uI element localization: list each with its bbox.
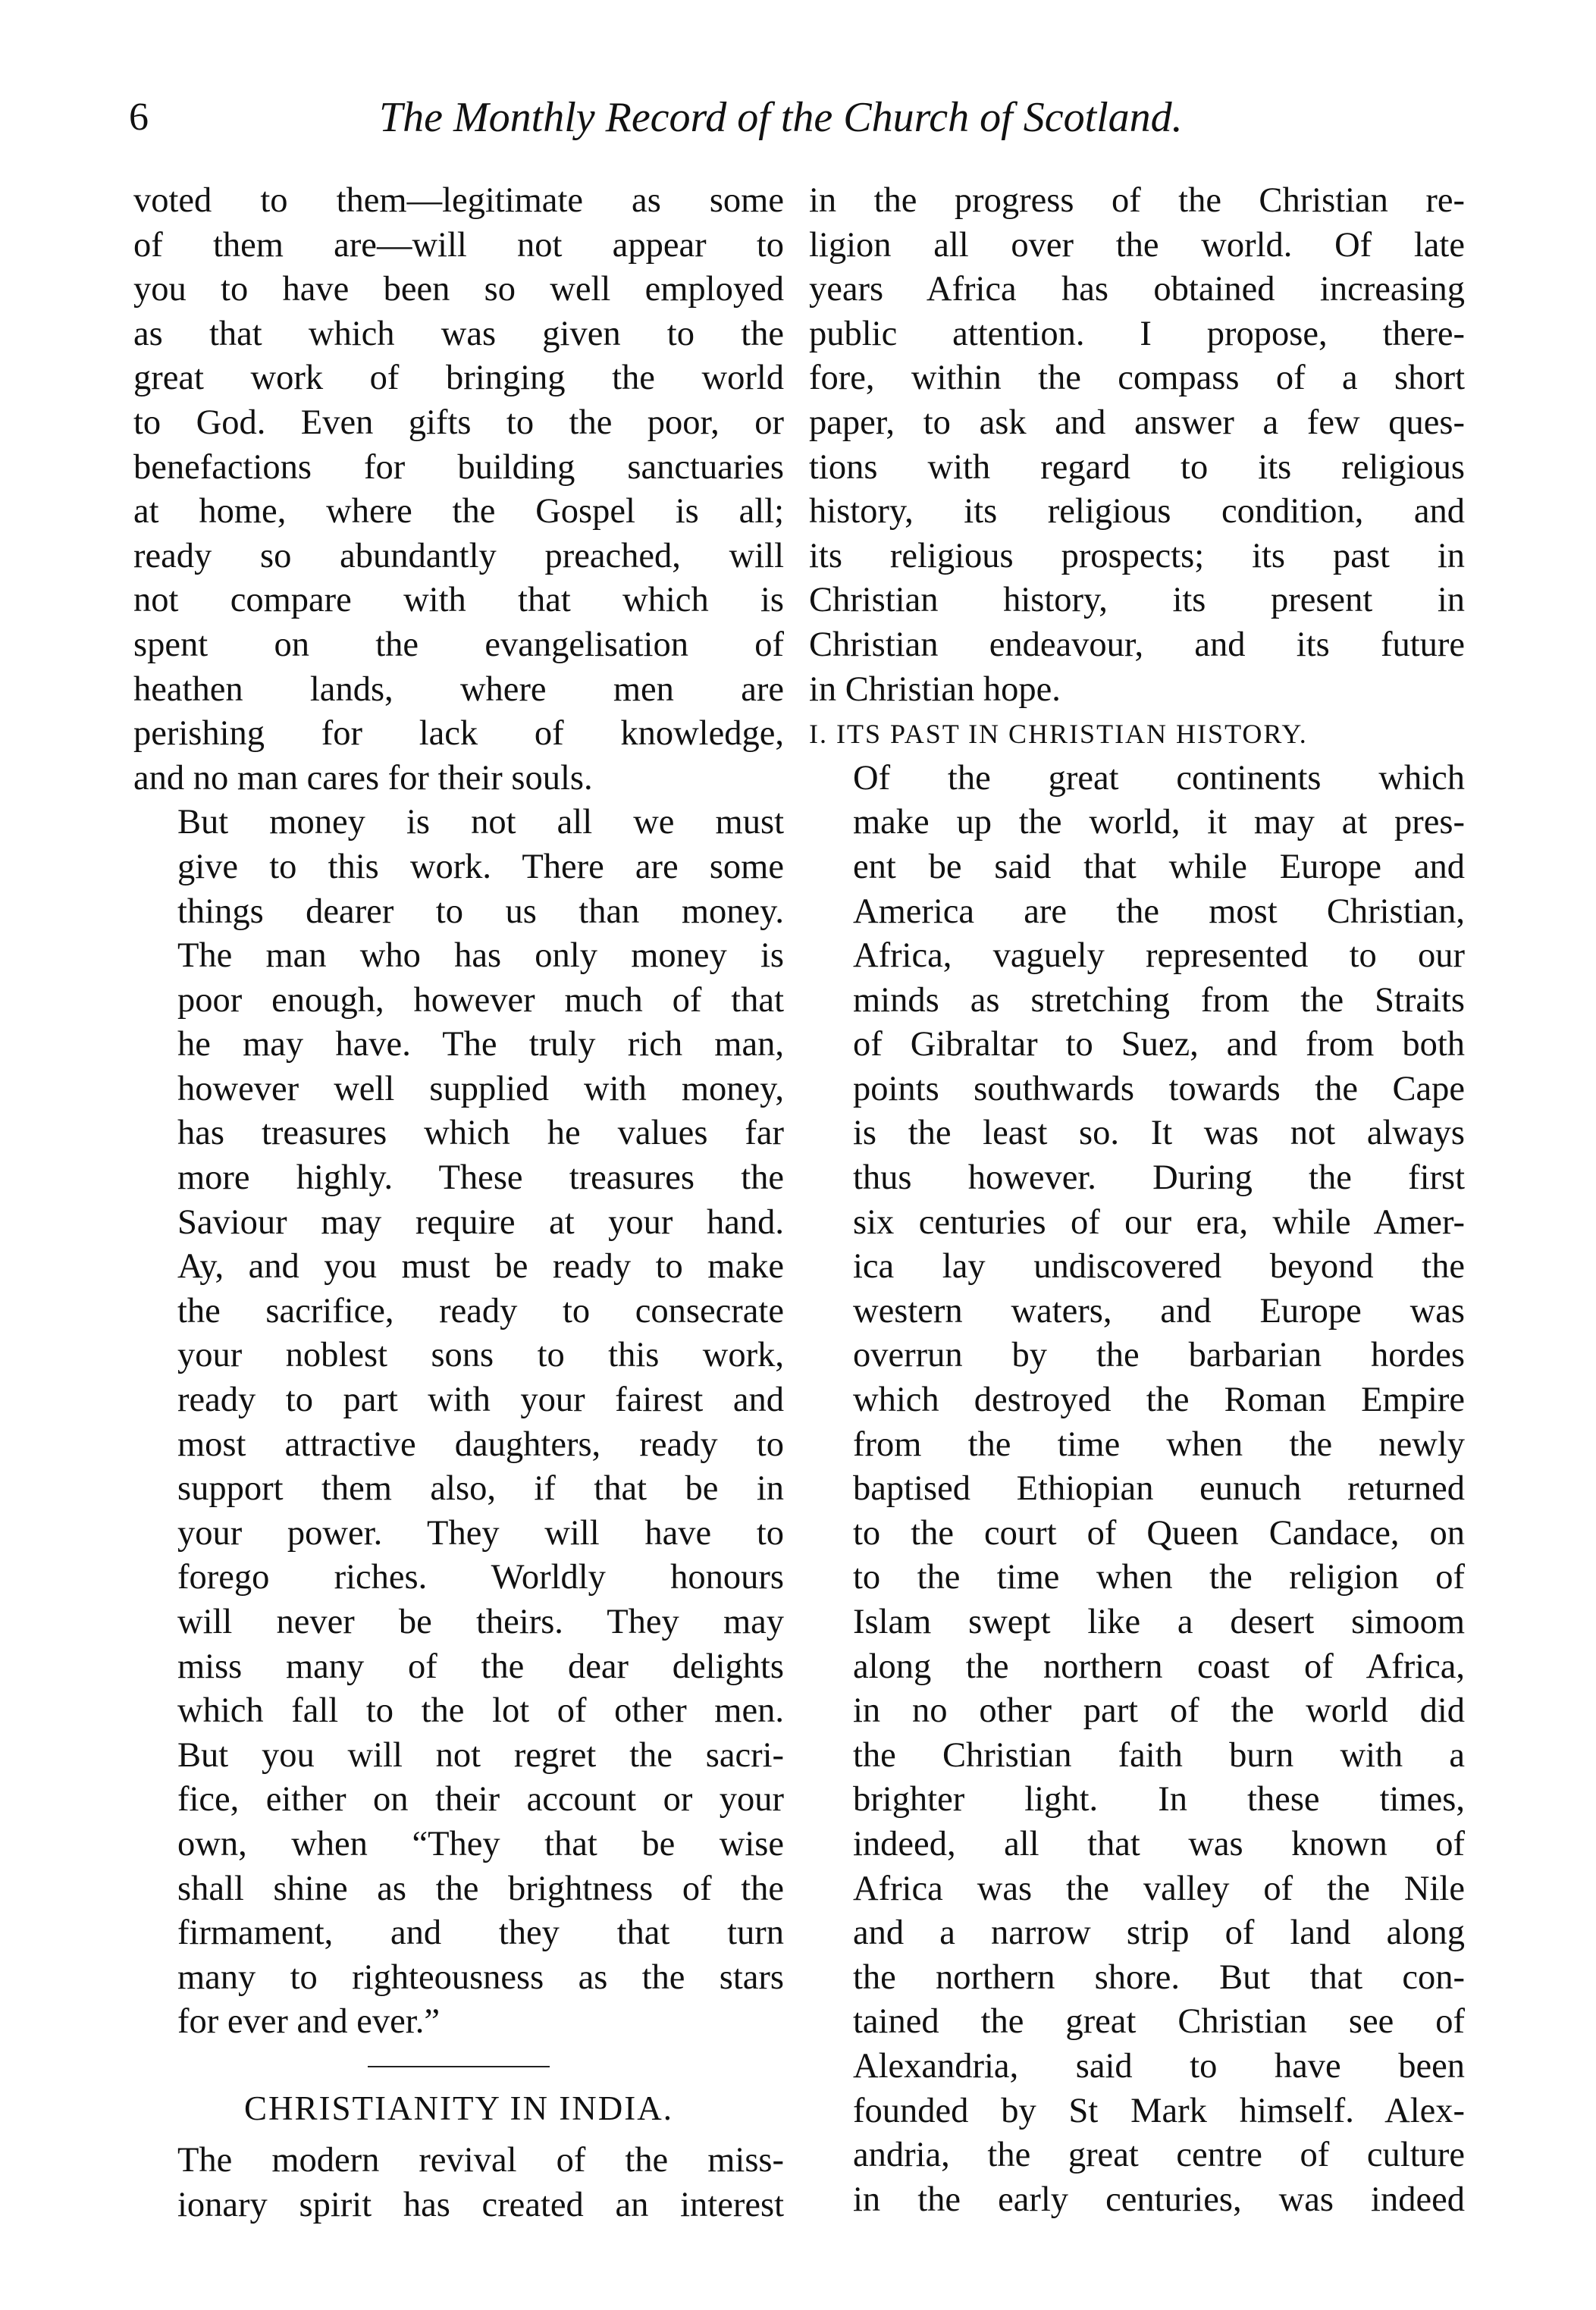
text-line: own, when “They that be wise: [177, 1824, 784, 1863]
text-line: paper, to ask and answer a few ques-: [809, 403, 1465, 442]
text-line: But you will not regret the sacri-: [177, 1735, 784, 1775]
text-line: give to this work. There are some: [177, 847, 784, 886]
text-line: ready so abundantly preached, will: [133, 536, 784, 575]
text-line: America are the most Christian,: [853, 892, 1465, 931]
section-divider: [368, 2066, 550, 2067]
text-line: Alexandria, said to have been: [853, 2046, 1465, 2086]
text-line: ica lay undiscovered beyond the: [853, 1247, 1465, 1287]
text-line: the northern shore. But that con-: [853, 1957, 1465, 1997]
page-number: 6: [129, 96, 149, 139]
text-line: in Christian hope.: [809, 669, 1061, 709]
text-line: fice, either on their account or your: [177, 1780, 784, 1819]
text-line: overrun by the barbarian hordes: [853, 1336, 1465, 1375]
text-line: is the least so. It was not always: [853, 1114, 1465, 1153]
text-line: support them also, if that be in: [177, 1469, 784, 1509]
text-line: to the court of Queen Candace, on: [853, 1513, 1465, 1553]
text-line: tions with regard to its religious: [809, 447, 1465, 487]
section-title: CHRISTIANITY IN INDIA.: [243, 2089, 673, 2127]
text-line: Africa was the valley of the Nile: [853, 1869, 1465, 1908]
text-line: benefactions for building sanctuaries: [133, 447, 784, 487]
text-line: minds as stretching from the Straits: [853, 980, 1465, 1020]
text-line: six centuries of our era, while Amer-: [853, 1202, 1465, 1242]
text-line: But money is not all we must: [177, 803, 784, 842]
text-line: ligion all over the world. Of late: [809, 225, 1465, 265]
text-line: Islam swept like a desert simoom: [853, 1603, 1465, 1641]
text-line: you to have been so well employed: [133, 270, 784, 309]
text-line: and a narrow strip of land along: [853, 1914, 1465, 1953]
text-line: along the northern coast of Africa,: [853, 1647, 1465, 1686]
text-line: tained the great Christian see of: [853, 2002, 1465, 2042]
paragraph: [133, 2139, 784, 2227]
text-line: he may have. The truly rich man,: [177, 1025, 784, 1064]
text-line: Saviour may require at your hand.: [177, 1202, 784, 1242]
text-line: perishing for lack of knowledge,: [133, 714, 784, 754]
text-line: fore, within the compass of a short: [809, 359, 1465, 398]
right-column: [809, 179, 1465, 2222]
text-line: The modern revival of the miss-: [177, 2140, 784, 2180]
section-subheading: I. ITS PAST IN CHRISTIAN HISTORY.: [809, 719, 1308, 750]
text-line: history, its religious condition, and: [809, 492, 1465, 531]
text-line: at home, where the Gospel is all;: [133, 492, 784, 531]
page-header: [129, 91, 1342, 152]
text-line: points southwards towards the Cape: [853, 1069, 1465, 1108]
text-line: which destroyed the Roman Empire: [853, 1381, 1465, 1420]
paragraph: [809, 757, 1465, 2223]
text-line: which fall to the lot of other men.: [177, 1691, 784, 1731]
text-line: poor enough, however much of that: [177, 980, 784, 1020]
text-line: heathen lands, where men are: [133, 669, 784, 709]
text-line: to the time when the religion of: [853, 1558, 1465, 1597]
text-line: in the progress of the Christian re-: [809, 181, 1465, 220]
text-line: of them are—will not appear to: [133, 225, 784, 265]
text-line: andria, the great centre of culture: [853, 2136, 1465, 2175]
text-line: baptised Ethiopian eunuch returned: [853, 1469, 1465, 1509]
text-line: miss many of the dear delights: [177, 1647, 784, 1686]
text-line: forego riches. Worldly honours: [177, 1558, 784, 1597]
text-line: make up the world, it may at pres-: [853, 803, 1465, 842]
text-line: in the early centuries, was indeed: [853, 2180, 1465, 2219]
text-line: Of the great continents which: [853, 758, 1465, 798]
text-line: ent be said that while Europe and: [853, 847, 1465, 886]
text-line: most attractive daughters, ready to: [177, 1425, 784, 1464]
text-line: however well supplied with money,: [177, 1069, 784, 1108]
text-line: the Christian faith burn with a: [853, 1735, 1465, 1775]
paragraph: [133, 179, 784, 801]
text-line: things dearer to us than money.: [177, 892, 784, 931]
text-line: indeed, all that was known of: [853, 1824, 1465, 1863]
text-line: of Gibraltar to Suez, and from both: [853, 1025, 1465, 1064]
text-line: will never be theirs. They may: [177, 1603, 784, 1641]
text-line: from the time when the newly: [853, 1425, 1465, 1464]
text-line: as that which was given to the: [133, 314, 784, 353]
text-line: ready to part with your fairest and: [177, 1381, 784, 1420]
text-line: thus however. During the first: [853, 1158, 1465, 1198]
text-line: brighter light. In these times,: [853, 1780, 1465, 1819]
paragraph: [133, 801, 784, 2045]
text-line: years Africa has obtained increasing: [809, 270, 1465, 309]
text-line: many to righteousness as the stars: [177, 1957, 784, 1997]
text-line: and no man cares for their souls.: [133, 758, 593, 798]
text-line: The man who has only money is: [177, 936, 784, 976]
text-line: ionary spirit has created an interest: [177, 2185, 784, 2224]
text-line: to God. Even gifts to the poor, or: [133, 403, 784, 442]
text-line: Christian history, its present in: [809, 581, 1465, 620]
text-line: Christian endeavour, and its future: [809, 625, 1465, 664]
text-line: shall shine as the brightness of the: [177, 1869, 784, 1908]
paragraph: [809, 179, 1465, 712]
text-line: great work of bringing the world: [133, 359, 784, 398]
text-line: in no other part of the world did: [853, 1691, 1465, 1731]
text-line: Africa, vaguely represented to our: [853, 936, 1465, 976]
text-line: public attention. I propose, there-: [809, 314, 1465, 353]
text-line: spent on the evangelisation of: [133, 625, 784, 664]
running-title: The Monthly Record of the Church of Scotland.: [379, 94, 1183, 141]
left-column: [133, 179, 784, 2227]
text-line: your noblest sons to this work,: [177, 1336, 784, 1375]
text-line: voted to them—legitimate as some: [133, 181, 784, 220]
text-line: the sacrifice, ready to consecrate: [177, 1291, 784, 1331]
text-line: for ever and ever.”: [177, 2002, 440, 2042]
text-line: Ay, and you must be ready to make: [177, 1247, 784, 1287]
text-line: your power. They will have to: [177, 1513, 784, 1553]
text-line: founded by St Mark himself. Alex-: [853, 2091, 1465, 2130]
text-line: has treasures which he values far: [177, 1114, 784, 1153]
text-line: western waters, and Europe was: [853, 1291, 1465, 1331]
text-line: more highly. These treasures the: [177, 1158, 784, 1198]
text-line: not compare with that which is: [133, 581, 784, 620]
text-line: its religious prospects; its past in: [809, 536, 1465, 575]
text-line: firmament, and they that turn: [177, 1914, 784, 1953]
